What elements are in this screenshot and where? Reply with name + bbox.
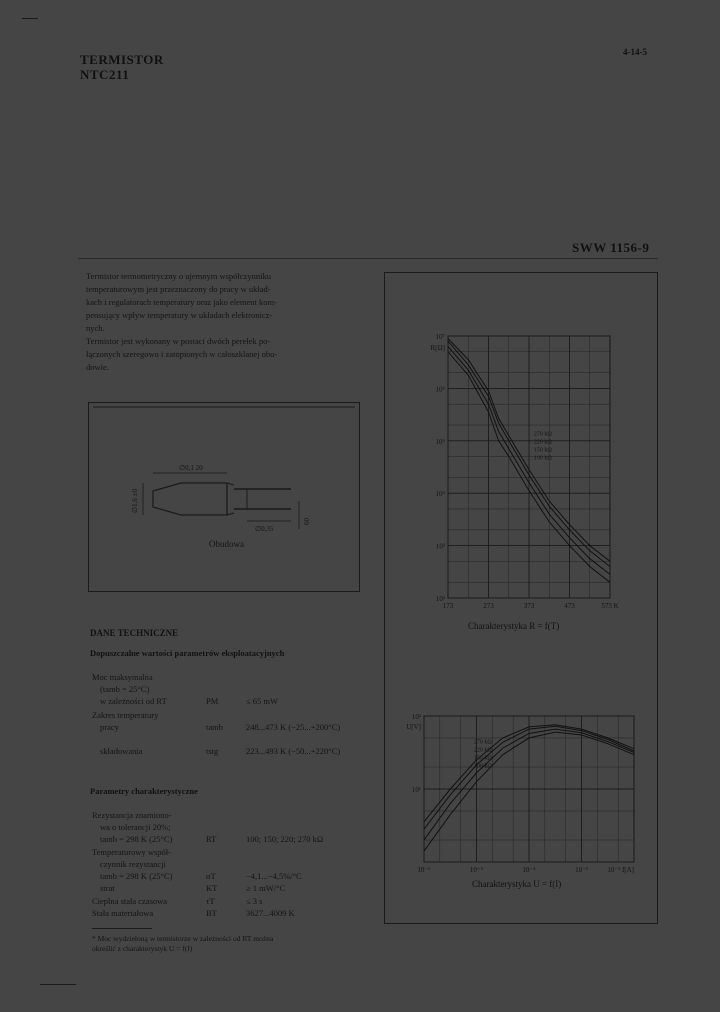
- footnote-rule: [92, 928, 152, 929]
- dim-length-label: ∅0,1 20: [179, 464, 203, 472]
- x-tick-label: 173: [442, 602, 454, 610]
- param-label: (tamb = 25°C): [100, 684, 150, 694]
- series-label: 220 kΩ: [533, 439, 552, 446]
- footnote-line: * Moc wydzieloną w termistorze w zależności od RT można: [92, 934, 274, 943]
- dim-lead-label: ∅0,35: [255, 525, 274, 533]
- x-tick-label: 573 K: [601, 602, 619, 610]
- chart1-caption: Charakterystyka R = f(T): [468, 621, 560, 631]
- x-tick-label: 373: [523, 602, 535, 610]
- intro-p2-line: Termistor jest wykonany w postaci dwóch perełek po-: [86, 336, 271, 346]
- y-tick-label: 10²: [435, 595, 445, 603]
- thermistor-drawing: [89, 403, 359, 591]
- y-tick-label: 10⁴: [435, 490, 445, 499]
- x-tick-label: 10⁻⁵: [469, 866, 484, 874]
- page-code: 4-14-5: [623, 47, 647, 57]
- series-label: 270 kΩ: [533, 431, 552, 438]
- series-label: 220 kΩ: [473, 747, 492, 754]
- x-tick-label: 10⁻⁴: [522, 866, 536, 874]
- x-tick-label: 273: [483, 602, 494, 610]
- param-value: ≥ 1 mW/°C: [246, 883, 286, 893]
- char-heading: Parametry charakterystyczne: [90, 786, 198, 796]
- chart-u-vs-i: [398, 708, 642, 878]
- series-label: 100 kΩ: [473, 763, 492, 770]
- param-symbol: τT: [206, 896, 215, 906]
- param-label: składowania: [100, 746, 143, 756]
- x-tick-label: 10⁻⁶: [417, 866, 431, 874]
- section-heading: DANE TECHNICZNE: [90, 628, 179, 638]
- param-symbol: BT: [206, 908, 217, 918]
- intro-p1-line: nych.: [86, 323, 105, 333]
- intro-p1-line: pensujący wpływ temperatury w układach elektronicz-: [86, 310, 273, 320]
- corner-mark: [22, 18, 38, 19]
- intro-p1-line: Termistor termometryczny o ujemnym współczynniku: [86, 271, 271, 281]
- intro-p1-line: temperaturowym jest przeznaczony do pracy w układ-: [86, 284, 271, 294]
- param-label: Zakres temperatury: [92, 710, 159, 720]
- param-value: 3627...4009 K: [246, 908, 295, 918]
- param-value: −4,1...−4,5%/°C: [246, 871, 302, 881]
- y-tick-label: 10²: [411, 713, 421, 721]
- chart2-caption: Charakterystyka U = f(I): [472, 879, 562, 889]
- intro-text: [86, 270, 376, 374]
- param-symbol: αT: [206, 871, 216, 881]
- param-value: 100; 150; 220; 270 kΩ: [246, 834, 324, 844]
- param-label: strat: [100, 883, 115, 893]
- param-value: ≤ 3 s: [246, 896, 263, 906]
- series-label: 150 kΩ: [473, 755, 492, 762]
- param-label: w zależności od RT: [100, 696, 167, 706]
- drawing-caption: Obudowa: [209, 539, 244, 549]
- param-label: wa o tolerancji 20%;: [100, 822, 171, 832]
- series-label: 100 kΩ: [533, 455, 552, 462]
- param-symbol: PM: [206, 696, 219, 706]
- chart-r-vs-t: [420, 330, 620, 620]
- x-tick-label: 10⁻³: [575, 866, 588, 874]
- header-rule: [78, 258, 658, 259]
- param-label: Temperaturowy współ-: [92, 847, 171, 857]
- dim-right-label: 60: [303, 518, 311, 525]
- x-tick-label: 473: [564, 602, 575, 610]
- y-tick-label: 10⁶: [435, 385, 445, 394]
- document-subtitle: NTC211: [80, 67, 130, 82]
- param-symbol: tamb: [206, 722, 223, 732]
- x-tick-label: 10⁻² I[A]: [607, 866, 634, 874]
- package-drawing: [88, 402, 360, 592]
- footnote-line: określić z charakterystyk U = f(I): [92, 944, 193, 953]
- param-label: pracy: [100, 722, 119, 732]
- param-value: 223...493 K (−50...+220°C): [246, 746, 341, 756]
- document-title: TERMISTOR: [80, 52, 164, 67]
- param-value: 248...473 K (−25...+200°C): [246, 722, 341, 732]
- y-tick-label: 10⁵: [435, 437, 445, 446]
- intro-p1-line: kach i regulatorach temperatury oraz jako element kom-: [86, 297, 277, 307]
- param-label: Cieplna stała czasowa: [92, 896, 168, 906]
- y-tick-label: 10³: [435, 542, 445, 551]
- series-label: 270 kΩ: [473, 739, 492, 746]
- param-label: Rezystancja znamiono-: [92, 810, 172, 820]
- y-axis-label: R[Ω]: [430, 344, 445, 352]
- y-axis-label: U[V]: [406, 723, 421, 731]
- param-value: ≤ 65 mW: [246, 696, 279, 706]
- y-tick-label: 10⁷: [435, 333, 445, 341]
- series-label: 150 kΩ: [533, 447, 552, 454]
- y-tick-label: 10¹: [411, 786, 421, 794]
- param-label: Moc maksymalna: [92, 672, 153, 682]
- param-label: czynnik rezystancji: [100, 859, 166, 869]
- param-symbol: tstg: [206, 746, 219, 756]
- intro-p2-line: łączonych szeregowo i zatopionych w całoszklanej obu-: [86, 349, 278, 359]
- param-label: Stała materiałowa: [92, 908, 154, 918]
- param-label: tamb = 298 K (25°C): [100, 834, 173, 844]
- dim-diameter-label: ∅1,6 ±0: [131, 489, 139, 513]
- intro-p2-line: dowie.: [86, 362, 109, 372]
- param-symbol: RT: [206, 834, 217, 844]
- param-label: tamb = 298 K (25°C): [100, 871, 173, 881]
- bottom-mark: [40, 984, 76, 985]
- doc-code: SWW 1156-9: [572, 240, 650, 255]
- param-symbol: KT: [206, 883, 218, 893]
- footnote: [92, 934, 273, 954]
- limits-heading: Dopuszczalne wartości parametrów eksploatacyjnych: [90, 648, 285, 658]
